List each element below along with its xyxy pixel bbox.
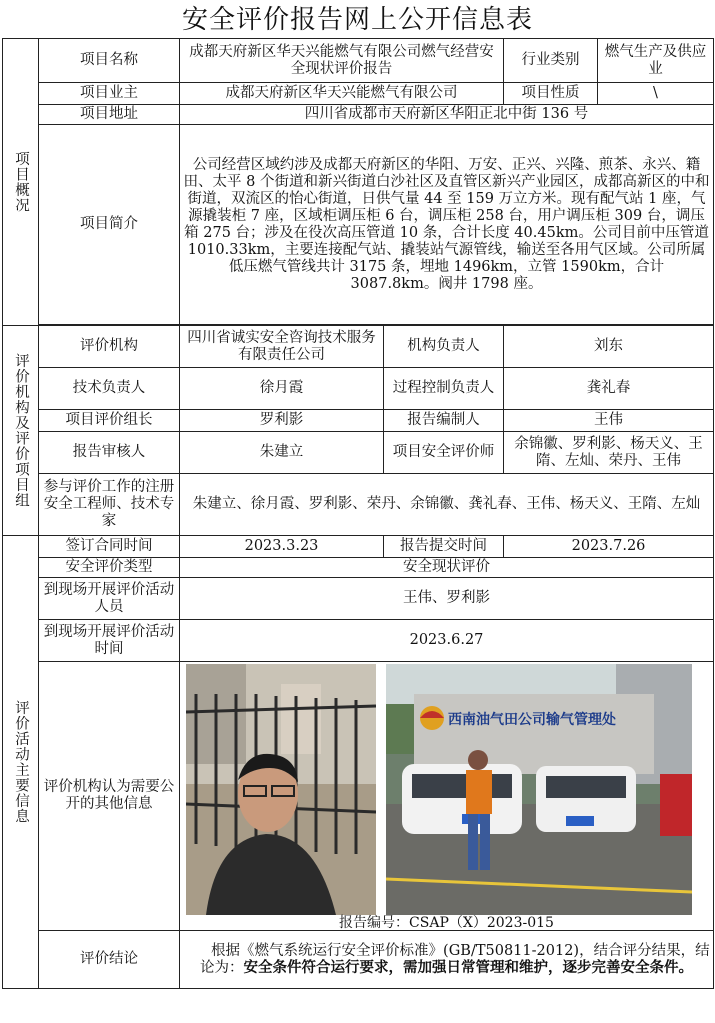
contract-time-label: 签订合同时间 [39, 536, 180, 558]
owner-label: 项目业主 [39, 83, 180, 105]
compiler-value: 王伟 [504, 410, 714, 432]
conclusion-result: 安全条件符合运行要求，需加强日常管理和维护，逐步完善安全条件。 [243, 959, 693, 976]
section-project-overview: 项目概况 [3, 39, 39, 326]
conclusion-prefix: 根据《燃气系统运行安全评价标准》(GB/T50811-2012)，结合评分结果，结论为： [200, 942, 710, 976]
onsite-staff-label: 到现场开展评价活动人员 [39, 578, 180, 620]
evaluators-label: 项目安全评价师 [384, 432, 504, 474]
project-name-label: 项目名称 [39, 39, 180, 83]
team-lead-value: 罗利影 [180, 410, 384, 432]
reviewer-label: 报告审核人 [39, 432, 180, 474]
submit-time-label: 报告提交时间 [384, 536, 504, 558]
owner-value: 成都天府新区华天兴能燃气有限公司 [180, 83, 504, 105]
info-table [2, 38, 714, 989]
leader-value: 刘东 [504, 326, 714, 368]
process-lead-value: 龚礼春 [504, 368, 714, 410]
agency-value: 四川省诚实安全咨询技术服务有限责任公司 [180, 326, 384, 368]
report-number: 报告编号：CSAP（X）2023-015 [339, 915, 554, 931]
industry-value: 燃气生产及供应业 [598, 39, 714, 83]
other-info-label: 评价机构认为需要公开的其他信息 [39, 662, 180, 931]
reviewer-value: 朱建立 [180, 432, 384, 474]
tech-lead-label: 技术负责人 [39, 368, 180, 410]
tech-lead-value: 徐月霞 [180, 368, 384, 410]
eval-type-value: 安全现状评价 [180, 558, 714, 578]
site-photos [180, 662, 713, 930]
address-value: 四川省成都市天府新区华阳正北中街 136 号 [180, 105, 714, 125]
site-photo-office [386, 664, 692, 915]
nature-value: \ [598, 83, 714, 105]
contract-time-value: 2023.3.23 [180, 536, 384, 558]
onsite-time-value: 2023.6.27 [180, 620, 714, 662]
process-lead-label: 过程控制负责人 [384, 368, 504, 410]
conclusion-value [180, 931, 714, 989]
onsite-staff-value: 王伟、罗利影 [180, 578, 714, 620]
address-label: 项目地址 [39, 105, 180, 125]
industry-label: 行业类别 [504, 39, 598, 83]
nature-label: 项目性质 [504, 83, 598, 105]
onsite-time-label: 到现场开展评价活动时间 [39, 620, 180, 662]
engineers-value: 朱建立、徐月霞、罗利影、荣丹、余锦徽、龚礼春、王伟、杨天义、王隋、左灿 [180, 474, 714, 536]
team-lead-label: 项目评价组长 [39, 410, 180, 432]
section-activity: 评价活动主要信息 [3, 536, 39, 989]
evaluators-value: 余锦徽、罗利影、杨天义、王隋、左灿、荣丹、王伟 [504, 432, 714, 474]
intro-value: 公司经营区域约涉及成都天府新区的华阳、万安、正兴、兴隆、煎茶、永兴、籍田、太平 8 个街道和新兴街道白沙社区及直管区新兴产业园区，成都高新区的中和街道，双流区的怡心街道，日供气量 44 至 159 万立方米。现有配气站 1 座，气源撬装柜 7 座，区域柜调压柜 6 台，调压柜 258 台，用户调压柜 309 台，调压箱 275 台；涉及在役次高压管道 10 条，合计长度 40.45km。公司目前中压管道 1010.33km，主要连接配气站、撬装站气源管线，输送至各用气区域。公司所属低压燃气管线共计 3175 条，埋地 1496km，立管 1590km，合计 3087.8km。阀井 1798 座。 [180, 125, 714, 325]
conclusion-label: 评价结论 [39, 931, 180, 989]
section-org: 评价机构及评价项目组 [3, 326, 39, 536]
eval-type-label: 安全评价类型 [39, 558, 180, 578]
agency-label: 评价机构 [39, 326, 180, 368]
intro-label: 项目简介 [39, 125, 180, 325]
submit-time-value: 2023.7.26 [504, 536, 714, 558]
compiler-label: 报告编制人 [384, 410, 504, 432]
project-name-value: 成都天府新区华天兴能燃气有限公司燃气经营安全现状评价报告 [180, 39, 504, 83]
site-photo-gate [186, 664, 376, 915]
site-sign-text: 西南油气田公司输气管理处 [448, 712, 616, 728]
page-title: 安全评价报告网上公开信息表 [181, 5, 533, 35]
leader-label: 机构负责人 [384, 326, 504, 368]
engineers-label: 参与评价工作的注册安全工程师、技术专家 [39, 474, 180, 536]
